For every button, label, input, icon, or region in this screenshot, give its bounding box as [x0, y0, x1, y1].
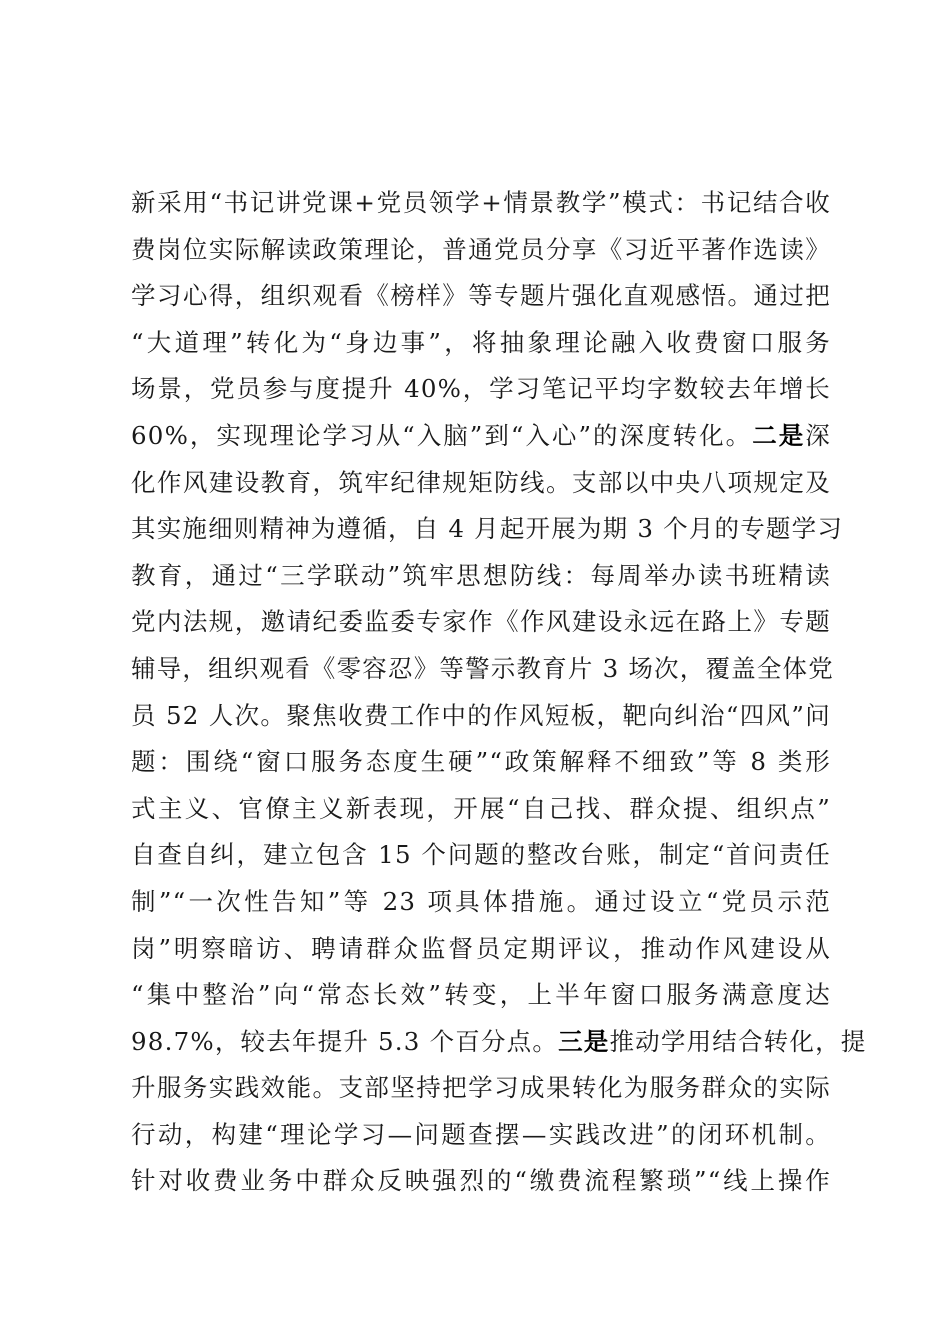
text-line: “集中整治”向“常态长效”转变，上半年窗口服务满意度达 — [131, 980, 831, 1010]
text-line: 岗”明察暗访、聘请群众监督员定期评议，推动作风建设从 — [131, 933, 831, 963]
text-line: 化作风建设教育，筑牢纪律规矩防线。支部以中央八项规定及 — [131, 467, 831, 497]
text-segment: 98.7%，较去年提升 5.3 个百分点。 — [131, 1026, 559, 1056]
text-line: 自查自纠，建立包含 15 个问题的整改台账，制定“首问责任 — [131, 840, 831, 870]
text-line: 党内法规，邀请纪委监委专家作《作风建设永远在路上》专题 — [131, 607, 831, 637]
text-line: 针对收费业务中群众反映强烈的“缴费流程繁琐”“线上操作 — [131, 1166, 831, 1196]
text-line: 式主义、官僚主义新表现，开展“自己找、群众提、组织点” — [131, 793, 831, 823]
text-line: 辅导，组织观看《零容忍》等警示教育片 3 场次，覆盖全体党 — [131, 653, 834, 683]
text-line: 制”“一次性告知”等 23 项具体措施。通过设立“党员示范 — [131, 886, 831, 916]
text-line: 学习心得，组织观看《榜样》等专题片强化直观感悟。通过把 — [131, 281, 831, 311]
text-line: 教育，通过“三学联动”筑牢思想防线：每周举办读书班精读 — [131, 560, 831, 590]
text-segment: 深 — [805, 420, 831, 450]
text-line: 新采用“书记讲党课+党员领学+情景教学”模式：书记结合收 — [131, 188, 831, 217]
text-line: 场景，党员参与度提升 40%，学习笔记平均字数较去年增长 — [131, 374, 831, 404]
text-segment: 推动学用结合转化，提 — [609, 1026, 867, 1056]
text-line: 费岗位实际解读政策理论，普通党员分享《习近平著作选读》 — [131, 234, 831, 264]
text-line: 行动，构建“理论学习—问题查摆—实践改进”的闭环机制。 — [131, 1119, 831, 1149]
text-line — [131, 1019, 867, 1066]
body-paragraph — [131, 180, 867, 1205]
text-segment: 60%，实现理论学习从“入脑”到“入心”的深度转化。 — [131, 420, 753, 450]
emphasis-label: 二是 — [752, 420, 806, 450]
emphasis-label: 三是 — [558, 1026, 610, 1056]
text-line: 员 52 人次。聚焦收费工作中的作风短板，靶向纠治“四风”问 — [131, 700, 831, 730]
text-line: “大道理”转化为“身边事”，将抽象理论融入收费窗口服务 — [131, 327, 831, 357]
text-line: 其实施细则精神为遵循，自 4 月起开展为期 3 个月的专题学习 — [131, 514, 844, 544]
text-line: 题：围绕“窗口服务态度生硬”“政策解释不细致”等 8 类形 — [131, 747, 831, 777]
text-line: 升服务实践效能。支部坚持把学习成果转化为服务群众的实际 — [131, 1073, 831, 1103]
text-line — [131, 413, 831, 460]
